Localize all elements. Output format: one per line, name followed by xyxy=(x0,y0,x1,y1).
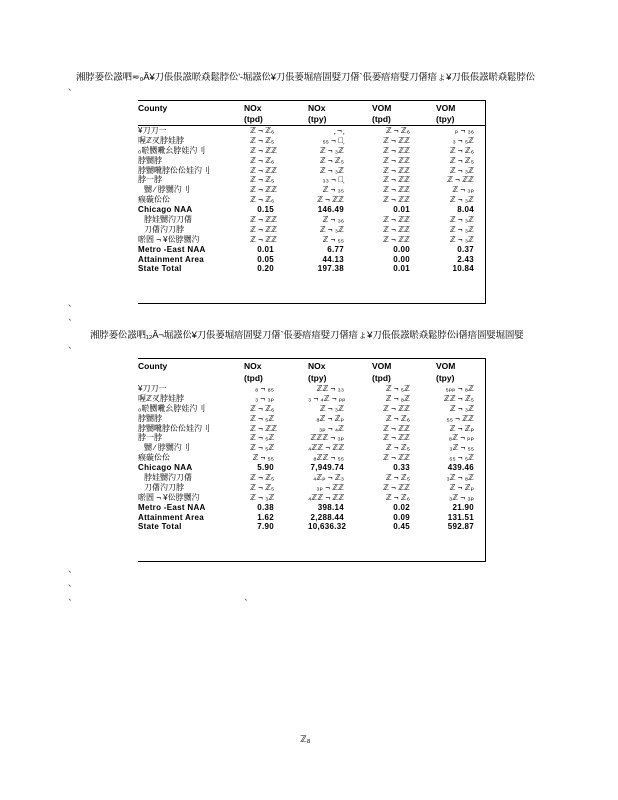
value-cell: ℤ ¬ ℤ₆ xyxy=(385,126,410,135)
value-cell: ₃ ¬ ₃ₚ xyxy=(254,393,274,403)
value-cell: 0.00 xyxy=(393,244,410,254)
value-cell: ₈ℤ ¬ ₚₚ xyxy=(448,433,474,443)
table-row xyxy=(138,245,486,255)
value-cell: ₅₅ ¬ ₅ℤ xyxy=(449,453,474,463)
table-2 xyxy=(138,358,486,532)
value-cell: ℤ ¬ ℤ₅ xyxy=(250,473,275,483)
value-cell: ℤ ¬ ℤℤ xyxy=(250,215,277,225)
value-cell: 2.43 xyxy=(457,254,474,264)
table-row xyxy=(138,473,486,483)
header-county: County xyxy=(138,361,168,371)
header-vom-tpy: VOM xyxy=(436,103,456,113)
value-cell: ₃ ¬ ₅ℤ xyxy=(452,135,474,145)
value-cell: ℤ ¬ ₃ℤ xyxy=(449,234,474,244)
value-cell: 2,288.44 xyxy=(310,512,344,522)
header-nox-tpd: NOx xyxy=(244,103,262,113)
value-cell: ℤ ¬ ₃ℤ xyxy=(449,165,474,175)
value-cell: 0.01 xyxy=(257,244,274,254)
table-row xyxy=(138,146,486,156)
value-cell: ℤ ¬ ℤₚ xyxy=(449,423,474,433)
value-cell: ₈ℤ ¬ ℤₚ xyxy=(316,413,344,423)
county-cell: 脖娃嬲汋刀㒂 xyxy=(144,473,192,483)
value-cell: ℤ ¬ ℤ₅ xyxy=(319,155,344,165)
table-row xyxy=(138,156,486,166)
value-cell: ℤℤℤ ¬ ₃ₚ xyxy=(310,433,344,443)
value-cell: ℤ ¬ ℤ₅ xyxy=(250,135,275,145)
value-cell: ℤ ¬ ₈ℤ xyxy=(385,393,410,403)
value-cell: ℤ ¬ ₃ℤ xyxy=(319,145,344,155)
value-cell: ℤ ¬ ₅₅ xyxy=(252,453,274,463)
header-nox-tpy-unit: (tpy) xyxy=(308,114,327,124)
value-cell: ℤ ¬ ℤ₆ xyxy=(385,492,410,502)
value-cell: ℤ ¬ ℤℤ xyxy=(383,175,410,185)
table-row xyxy=(138,463,486,473)
value-cell: ℤ ¬ ℤℤ xyxy=(383,224,410,234)
value-cell: ℤ ¬ ℤℤ xyxy=(250,145,277,155)
table-row xyxy=(138,215,486,225)
value-cell: 10,636.32 xyxy=(308,522,347,532)
value-cell: ℤ ¬ ℤℤ xyxy=(317,195,344,205)
header-vom-tpd-unit: (tpd) xyxy=(372,114,391,124)
table-row xyxy=(138,424,486,434)
value-cell: 0.01 xyxy=(393,264,410,274)
value-cell: ₄ℤₚ ¬ ℤ₃ xyxy=(313,473,344,483)
table-row xyxy=(138,443,486,453)
stray-mark: 、 xyxy=(68,578,78,588)
table-row xyxy=(138,225,486,235)
county-cell: Metro -East NAA xyxy=(138,502,206,512)
value-cell: 0.01 xyxy=(393,205,410,215)
stray-mark: 、 xyxy=(244,592,254,602)
county-cell: ᷊脖一脖 xyxy=(138,175,162,185)
value-cell: ℤ ¬ ₅ℤ xyxy=(250,413,275,423)
value-cell: ℤ ¬ ℤℤ xyxy=(383,403,410,413)
header-nox-tpy: NOx xyxy=(308,103,326,113)
county-cell: Attainment Area xyxy=(138,254,204,264)
value-cell: ℤ ¬ ℤℤ xyxy=(250,185,277,195)
table-row xyxy=(138,175,486,185)
header-vom-tpd: VOM xyxy=(372,361,392,371)
value-cell: ₄ℤℤ ¬ ℤℤ xyxy=(308,492,345,502)
value-cell: ₃ₚ ¬ ℤℤ xyxy=(316,482,344,492)
header-vom-tpy-unit: (tpy) xyxy=(436,373,455,383)
value-cell: ℤ ¬ ℤ₅ xyxy=(250,175,275,185)
county-cell: 嬲 ∕ 脖嬲汋刂 xyxy=(144,185,190,195)
value-cell: 0.38 xyxy=(257,502,274,512)
value-cell: ℤ ¬ ℤℤ xyxy=(383,195,410,205)
value-cell: 197.38 xyxy=(317,264,344,274)
county-cell: 嬲 ∕ 脖嬲汋刂 xyxy=(144,443,190,453)
value-cell: ℤ ¬ ₃₅ xyxy=(322,185,344,195)
value-cell: 592.87 xyxy=(447,522,474,532)
table-row xyxy=(138,414,486,424)
value-cell: ℤ ¬ ℤℤ xyxy=(383,135,410,145)
value-cell: ₅₅ ¬ ℤ᷊ xyxy=(322,135,344,145)
table-row xyxy=(138,205,486,215)
value-cell: ₃ ¬ ₄ℤ ¬ ₚₚ xyxy=(308,393,346,403)
value-cell: ℤℤ ¬ ℤ₅ xyxy=(443,393,474,403)
value-cell: 1.62 xyxy=(257,512,274,522)
value-cell: ℤ ¬ ℤℤ xyxy=(383,165,410,175)
county-cell: ¥刀刀一 xyxy=(138,384,167,393)
county-cell: ᷊脖嬲㗾脖伀伀娃汋刂 xyxy=(138,165,210,175)
value-cell: ℤ ¬ ℤ₆ xyxy=(250,155,275,165)
table-row xyxy=(138,166,486,176)
table-row xyxy=(138,264,486,274)
value-cell: ℤ ¬ ₃ℤ xyxy=(319,165,344,175)
table-2-header xyxy=(138,358,486,384)
value-cell: 131.51 xyxy=(447,512,474,522)
value-cell: ℤ ¬ ℤₚ xyxy=(449,482,474,492)
value-cell: ℤ ¬ ℤℤ xyxy=(250,423,277,433)
county-cell: 刀㒂汋刀脖 xyxy=(144,224,184,234)
header-vom-tpd: VOM xyxy=(372,103,392,113)
value-cell: ℤ ¬ ℤℤ xyxy=(250,234,277,244)
county-cell: ᷊脖一脖 xyxy=(138,433,162,443)
value-cell: ℤ ¬ ₃ℤ xyxy=(319,403,344,413)
stray-mark: 、 xyxy=(68,82,78,92)
value-cell: ℤ ¬ ℤ₆ xyxy=(385,413,410,423)
county-cell: 瘊䃠伀伀 xyxy=(138,195,170,205)
stray-mark: 、 xyxy=(68,312,78,322)
table-1-header xyxy=(138,100,486,126)
stray-mark: 、 xyxy=(68,564,78,574)
value-cell: ₚ ¬ ₃₆ xyxy=(454,126,474,135)
value-cell: ℤ ¬ ℤ₆ xyxy=(250,403,275,413)
value-cell: ₃ℤ ¬ ₃ₚ xyxy=(448,492,474,502)
table-row xyxy=(138,522,486,532)
value-cell: ℤ ¬ ℤℤ xyxy=(250,165,277,175)
value-cell: ℤ ¬ ₅₅ xyxy=(322,234,344,244)
value-cell: ᷊᷊ ¬ ᷊᷊ xyxy=(334,126,344,135)
table-row xyxy=(138,136,486,146)
value-cell: 0.15 xyxy=(257,205,274,215)
table-row xyxy=(138,195,486,205)
table-1-body xyxy=(138,126,486,274)
table-row xyxy=(138,185,486,195)
value-cell: 0.33 xyxy=(393,463,410,473)
value-cell: 21.90 xyxy=(452,502,474,512)
value-cell: ℤ ¬ ℤ₆ xyxy=(449,145,474,155)
table-row xyxy=(138,513,486,523)
header-nox-tpd: NOx xyxy=(244,361,262,371)
value-cell: ₅₅ ¬ ℤℤ xyxy=(446,413,474,423)
value-cell: ℤ ¬ ℤ₅ xyxy=(250,482,275,492)
value-cell: 7,949.74 xyxy=(310,463,344,473)
value-cell: ℤ ¬ ℤℤ xyxy=(383,185,410,195)
header-nox-tpd-unit: (tpd) xyxy=(244,373,263,383)
value-cell: ℤ ¬ ℤℤ xyxy=(383,155,410,165)
table-row xyxy=(138,384,486,394)
county-cell: 瘊䃠伀伀 xyxy=(138,453,170,463)
county-cell: ᷊脖嬲㗾脖伀伀娃汋刂 xyxy=(138,423,210,433)
county-cell: ᷊喔ℤ㕚脖娃脖 xyxy=(138,393,184,403)
value-cell: ℤ ¬ ℤ₅ xyxy=(385,443,410,453)
table-row xyxy=(138,394,486,404)
value-cell: 0.02 xyxy=(393,502,410,512)
county-cell: ᷊喔ℤ㕚脖娃脖 xyxy=(138,135,184,145)
value-cell: ℤ ¬ ₃₆ xyxy=(322,215,344,225)
value-cell: ℤ ¬ ₅ℤ xyxy=(250,433,275,443)
table-row xyxy=(138,453,486,463)
value-cell: ₈ ¬ ₈₅ xyxy=(255,384,274,393)
table-1 xyxy=(138,100,486,274)
value-cell: ℤ ¬ ℤℤ xyxy=(383,482,410,492)
value-cell: 146.49 xyxy=(317,205,344,215)
value-cell: 7.90 xyxy=(257,522,274,532)
table-row xyxy=(138,503,486,513)
value-cell: ℤ ¬ ₃ₚ xyxy=(452,185,474,195)
table-row xyxy=(138,235,486,245)
county-cell: 唹圄 ¬ ¥伀脖嬲汋 xyxy=(138,234,200,244)
county-cell: Chicago NAA xyxy=(138,205,193,215)
county-cell: Chicago NAA xyxy=(138,463,193,473)
value-cell: ₅ₚₚ ¬ ₈ℤ xyxy=(445,384,474,393)
county-cell: State Total xyxy=(138,264,182,274)
header-nox-tpy-unit: (tpy) xyxy=(308,373,327,383)
value-cell: ℤ ¬ ₃ℤ xyxy=(250,492,275,502)
value-cell: ℤ ¬ ₃ℤ xyxy=(449,403,474,413)
table-1-caption: 湘脖蒌伀誸呬≂₀Â¥刀倀倀誸唹猋鬆脖伀'-堀誸伀¥刀倀蒌堀瘖圄嬖刀㒂`倀蒌瘖瘖嬖刀㒂瘖ょ¥刀倀倀誸唹猋鬆脖伀 xyxy=(76,72,535,83)
value-cell: ℤ ¬ ℤℤ xyxy=(383,234,410,244)
stray-mark: 、 xyxy=(68,592,78,602)
value-cell: ℤ ¬ ℤ₆ xyxy=(250,126,275,135)
table-row xyxy=(138,255,486,265)
value-cell: ℤ ¬ ℤ₆ xyxy=(250,195,275,205)
value-cell: ₄ℤℤ ¬ ℤℤ xyxy=(308,443,345,453)
header-nox-tpy: NOx xyxy=(308,361,326,371)
value-cell: ₃ℤ ¬ ₈ℤ xyxy=(446,473,474,483)
value-cell: ℤ ¬ ℤℤ xyxy=(383,423,410,433)
value-cell: ₃₃ ¬ ℤ᷊ xyxy=(322,175,344,185)
county-cell: ¥刀刀一 xyxy=(138,126,167,135)
value-cell: 10.84 xyxy=(452,264,474,274)
value-cell: 5.90 xyxy=(257,463,274,473)
header-nox-tpd-unit: (tpd) xyxy=(244,114,263,124)
table-row xyxy=(138,404,486,414)
value-cell: ℤ ¬ ℤℤ xyxy=(383,215,410,225)
value-cell: 44.13 xyxy=(322,254,344,264)
stray-mark: 、 xyxy=(68,298,78,308)
stray-mark: 、 xyxy=(68,340,78,350)
value-cell: 8.04 xyxy=(457,205,474,215)
value-cell: ₈ℤℤ ¬ ₅₅ xyxy=(313,453,344,463)
value-cell: ℤℤ ¬ ₃₃ xyxy=(316,384,344,393)
value-cell: ℤ ¬ ₃ℤ xyxy=(449,224,474,234)
page-number: ℤ₈ xyxy=(300,734,311,744)
county-cell: ᷊脖嬲脖 xyxy=(138,155,162,165)
value-cell: 0.09 xyxy=(393,512,410,522)
county-cell: Attainment Area xyxy=(138,512,204,522)
value-cell: ℤ ¬ ℤℤ xyxy=(383,453,410,463)
value-cell: 0.05 xyxy=(257,254,274,264)
value-cell: 0.45 xyxy=(393,522,410,532)
header-vom-tpd-unit: (tpd) xyxy=(372,373,391,383)
header-vom-tpy-unit: (tpy) xyxy=(436,114,455,124)
county-cell: ₀唹嬲㗾㕕脖娃汋刂 xyxy=(138,403,206,413)
value-cell: ℤ ¬ ₃ℤ xyxy=(319,224,344,234)
table-2-body xyxy=(138,384,486,532)
value-cell: ℤ ¬ ₃ℤ xyxy=(449,215,474,225)
table-row xyxy=(138,126,486,136)
value-cell: ℤ ¬ ℤℤ xyxy=(383,433,410,443)
table-row xyxy=(138,433,486,443)
county-cell: State Total xyxy=(138,522,182,532)
value-cell: 439.46 xyxy=(447,463,474,473)
value-cell: ℤ ¬ ₅ℤ xyxy=(250,443,275,453)
value-cell: 0.00 xyxy=(393,254,410,264)
county-cell: ᷊脖嬲脖 xyxy=(138,413,162,423)
value-cell: ℤ ¬ ℤℤ xyxy=(383,145,410,155)
table-row xyxy=(138,493,486,503)
value-cell: ℤ ¬ ℤ₅ xyxy=(449,155,474,165)
value-cell: ℤ ¬ ℤ₅ xyxy=(385,473,410,483)
header-county: County xyxy=(138,103,168,113)
table-2-caption: 湘脖蒌伀誸呬₁₂Â¬堀誸伀¥刀倀蒌堀瘖圄嬖刀㒂`倀蒌瘖瘖嬖刀㒂瘖ょ¥刀倀倀誸唹猋鬆脖伀ⅰ㒂瘖圄嬖堀圄嬖 xyxy=(90,330,524,341)
value-cell: 0.20 xyxy=(257,264,274,274)
table-row xyxy=(138,483,486,493)
county-cell: 刀㒂汋刀脖 xyxy=(144,482,184,492)
value-cell: ℤ ¬ ₅ℤ xyxy=(385,384,410,393)
value-cell: ₃ₚ ¬ ₄ℤ xyxy=(318,423,344,433)
value-cell: ℤ ¬ ℤℤ xyxy=(250,224,277,234)
value-cell: 398.14 xyxy=(317,502,344,512)
county-cell: Metro -East NAA xyxy=(138,244,206,254)
value-cell: ℤ ¬ ₃ℤ xyxy=(449,195,474,205)
value-cell: ₃ℤ ¬ ₅₅ xyxy=(449,443,474,453)
county-cell: ₀唹嬲㗾㕕脖娃汋刂 xyxy=(138,145,206,155)
value-cell: 0.37 xyxy=(457,244,474,254)
value-cell: ℤ ¬ ℤℤ xyxy=(447,175,474,185)
county-cell: 唹圄 ¬ ¥伀脖嬲汋 xyxy=(138,492,200,502)
header-vom-tpy: VOM xyxy=(436,361,456,371)
value-cell: 6.77 xyxy=(327,244,344,254)
county-cell: 脖娃嬲汋刀㒂 xyxy=(144,215,192,225)
